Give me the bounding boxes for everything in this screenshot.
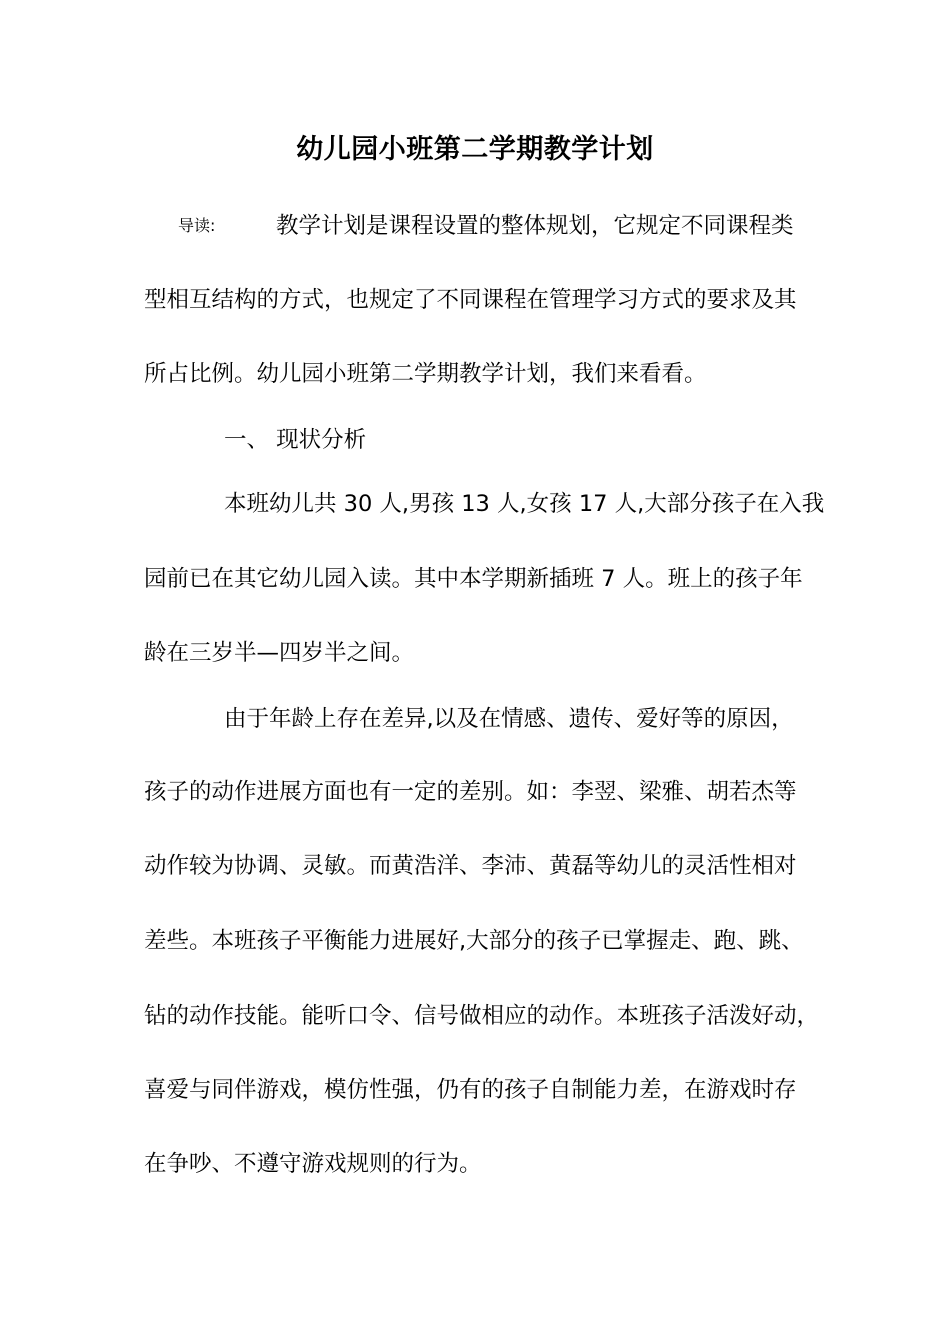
paragraph-line: 型相互结构的方式，也规定了不同课程在管理学习方式的要求及其 <box>144 287 797 313</box>
document-title: 幼儿园小班第二学期教学计划 <box>296 134 654 165</box>
paragraph-line: 喜爱与同伴游戏，模仿性强，仍有的孩子自制能力差，在游戏时存 <box>144 1077 797 1103</box>
paragraph-line: 孩子的动作进展方面也有一定的差别。如：李翌、梁雅、胡若杰等 <box>144 779 797 805</box>
paragraph-line: 教学计划是课程设置的整体规划，它规定不同课程类 <box>276 213 794 239</box>
paragraph-line: 龄在三岁半—四岁半之间。 <box>144 640 415 666</box>
lead-label: 导读: <box>178 216 216 235</box>
paragraph-line: 园前已在其它幼儿园入读。其中本学期新插班 7 人。班上的孩子年 <box>144 566 803 592</box>
paragraph-line: 动作较为协调、灵敏。而黄浩洋、李沛、黄磊等幼儿的灵活性相对 <box>144 853 797 879</box>
paragraph-line: 差些。本班孩子平衡能力进展好,大部分的孩子已掌握走、跑、跳、 <box>144 928 804 954</box>
paragraph-line: 钻的动作技能。能听口令、信号做相应的动作。本班孩子活泼好动， <box>144 1003 820 1029</box>
section-heading: 一、 现状分析 <box>224 427 367 453</box>
paragraph-line: 由于年龄上存在差异,以及在情感、遗传、爱好等的原因， <box>224 706 794 732</box>
paragraph-line: 在争吵、不遵守游戏规则的行为。 <box>144 1151 482 1177</box>
paragraph-line: 所占比例。幼儿园小班第二学期教学计划，我们来看看。 <box>144 361 707 387</box>
paragraph-line: 本班幼儿共 30 人,男孩 13 人,女孩 17 人,大部分孩子在入我 <box>224 491 825 517</box>
